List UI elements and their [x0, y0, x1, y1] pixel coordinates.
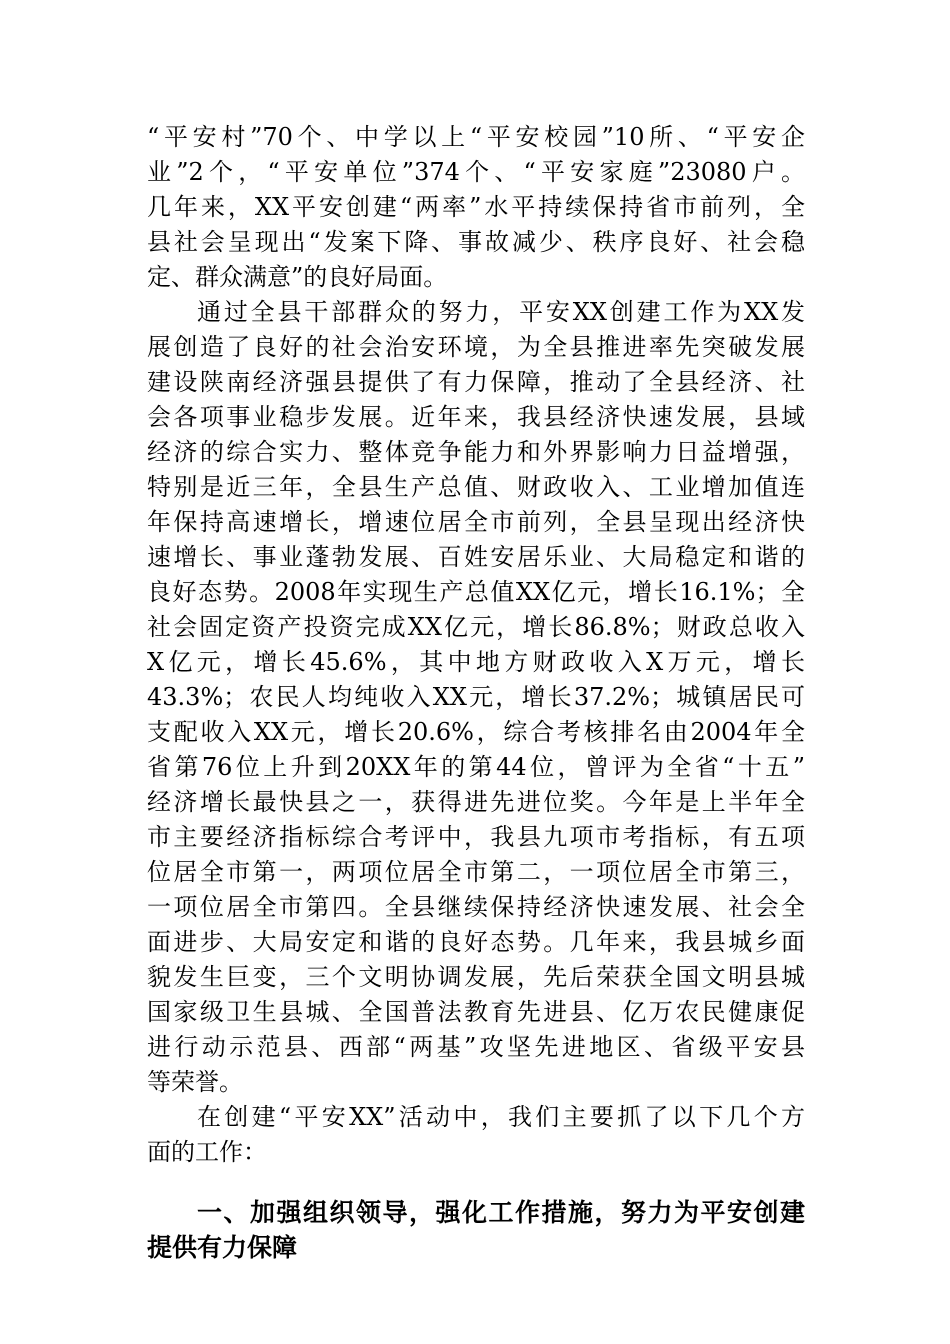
text-line: 县社会呈现出“发案下降、事故减少、秩序良好、社会稳: [147, 228, 805, 256]
text-line: 支配收入XX元，增长20.6%，综合考核排名由2004年全: [147, 718, 805, 746]
text-line: 特别是近三年，全县生产总值、财政收入、工业增加值连: [147, 473, 805, 501]
text-line: “平安村”70个、中学以上“平安校园”10所、“平安企: [147, 123, 805, 151]
text-line: 经济增长最快县之一，获得进先进位奖。今年是上半年全: [147, 788, 805, 816]
text-line: 良好态势。2008年实现生产总值XX亿元，增长16.1%；全: [147, 578, 805, 606]
text-line: 面进步、大局安定和谐的良好态势。几年来，我县城乡面: [147, 928, 805, 956]
document-page: [147, 120, 805, 1265]
text-line: 通过全县干部群众的努力，平安XX创建工作为XX发: [197, 298, 805, 326]
text-line: 社会固定资产投资完成XX亿元，增长86.8%；财政总收入: [147, 613, 805, 641]
text-line: 建设陕南经济强县提供了有力保障，推动了全县经济、社: [147, 368, 805, 396]
text-line: 面的工作：: [147, 1138, 267, 1166]
text-line: 在创建“平安XX”活动中，我们主要抓了以下几个方: [197, 1103, 805, 1131]
paragraph-1: [147, 120, 805, 295]
section-heading: [147, 1195, 805, 1265]
text-line: 市主要经济指标综合考评中，我县九项市考指标，有五项: [147, 823, 805, 851]
text-line: 展创造了良好的社会治安环境，为全县推进率先突破发展: [147, 333, 805, 361]
text-line: 省第76位上升到20XX年的第44位，曾评为全省“十五”: [147, 753, 805, 781]
heading-line: 一、加强组织领导，强化工作措施，努力为平安创建: [197, 1198, 805, 1227]
text-line: 等荣誉。: [147, 1068, 243, 1096]
text-line: 进行动示范县、西部“两基”攻坚先进地区、省级平安县: [147, 1033, 805, 1061]
text-line: 经济的综合实力、整体竞争能力和外界影响力日益增强，: [147, 438, 805, 466]
text-line: 位居全市第一，两项位居全市第二，一项位居全市第三，: [147, 858, 805, 886]
text-line: 貌发生巨变，三个文明协调发展，先后荣获全国文明县城: [147, 963, 805, 991]
text-line: 一项位居全市第四。全县继续保持经济快速发展、社会全: [147, 893, 805, 921]
text-line: 43.3%；农民人均纯收入XX元，增长37.2%；城镇居民可: [147, 683, 805, 711]
text-line: X亿元，增长45.6%，其中地方财政收入X万元，增长: [147, 648, 805, 676]
text-line: 速增长、事业蓬勃发展、百姓安居乐业、大局稳定和谐的: [147, 543, 805, 571]
text-line: 业”2个，“平安单位”374个、“平安家庭”23080户。: [147, 158, 805, 186]
text-line: 定、群众满意”的良好局面。: [147, 263, 448, 291]
text-line: 几年来，XX平安创建“两率”水平持续保持省市前列，全: [147, 193, 805, 221]
text-line: 会各项事业稳步发展。近年来，我县经济快速发展，县域: [147, 403, 805, 431]
text-line: 国家级卫生县城、全国普法教育先进县、亿万农民健康促: [147, 998, 805, 1026]
text-line: 年保持高速增长，增速位居全市前列，全县呈现出经济快: [147, 508, 805, 536]
paragraph-2: [147, 295, 805, 1100]
paragraph-3: [147, 1100, 805, 1170]
heading-line: 提供有力保障: [147, 1233, 298, 1262]
